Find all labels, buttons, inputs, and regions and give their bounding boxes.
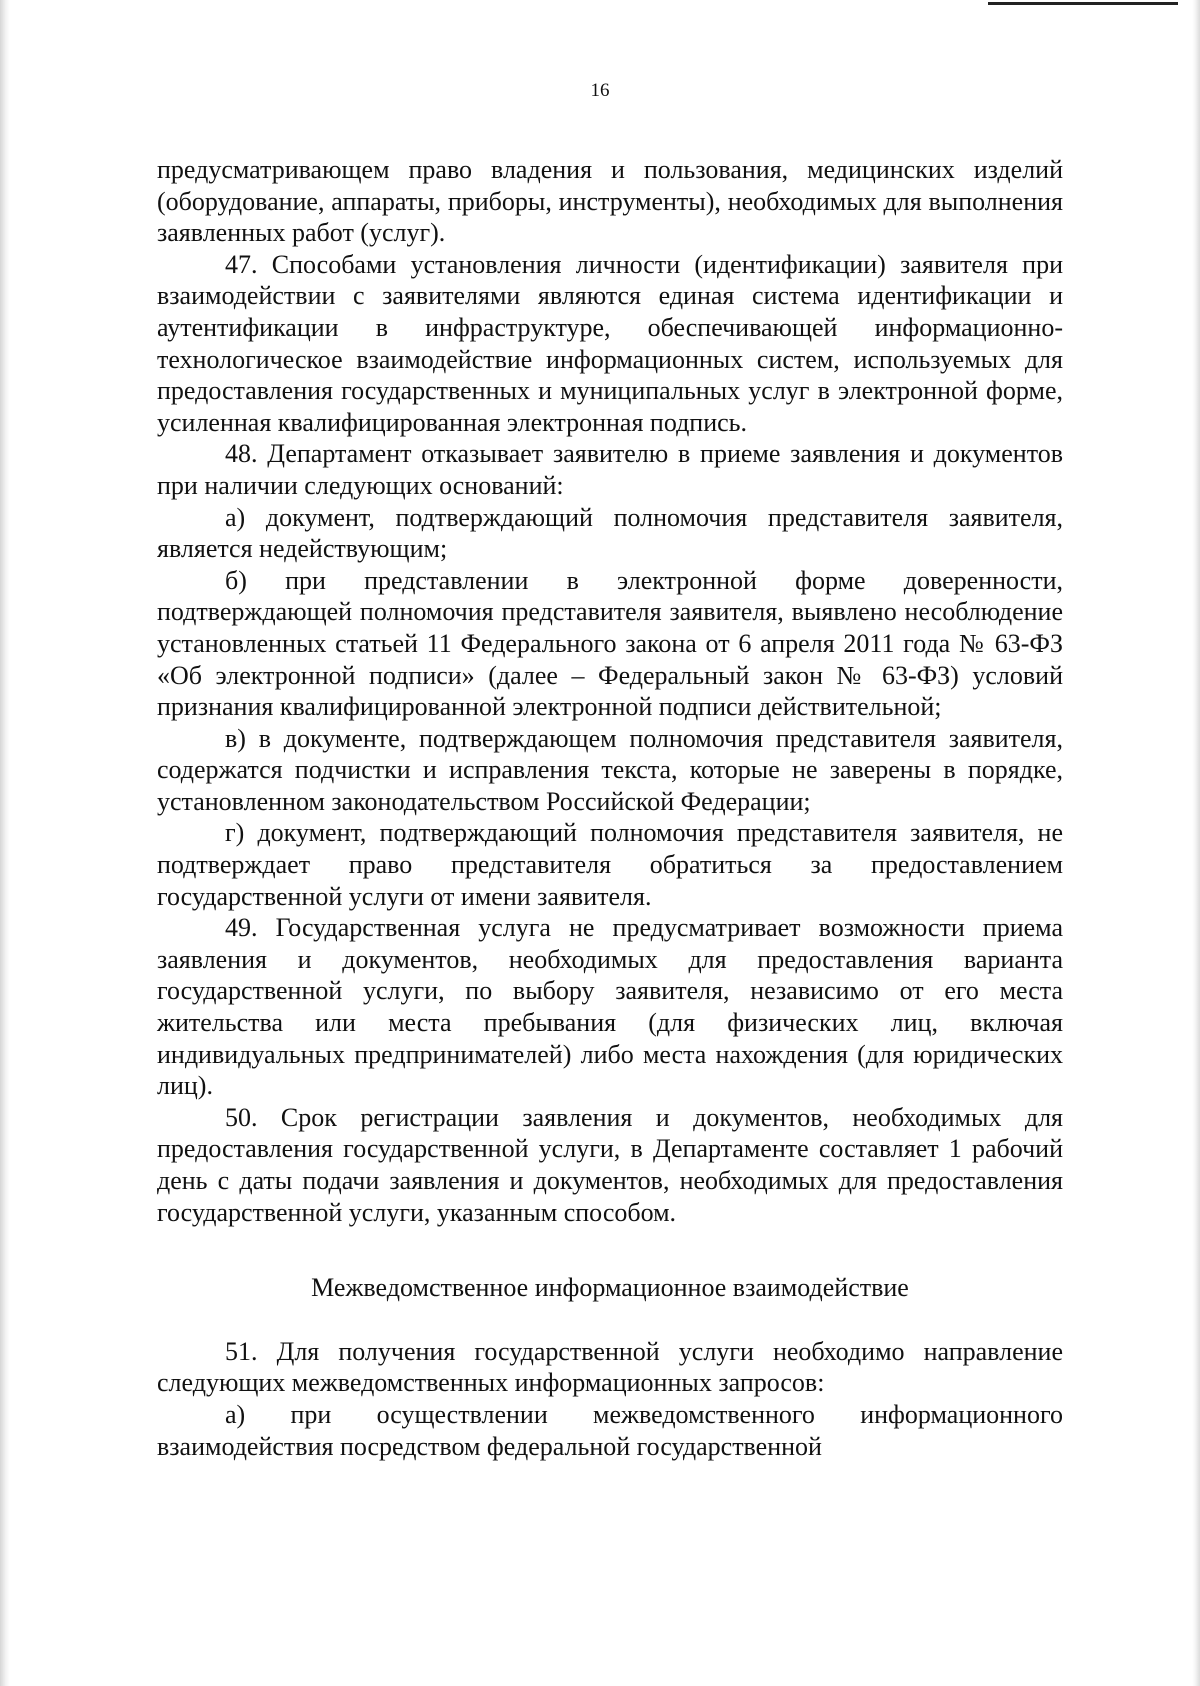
scan-edge-left	[0, 0, 10, 1686]
page-number: 16	[590, 80, 610, 101]
scan-edge-right	[1192, 0, 1200, 1686]
paragraph-48-g: г) документ, подтверждающий полномочия представителя заявителя, не подтверждает право представителя обратиться за предоставлением государственной услуги от имени заявителя.	[157, 818, 1063, 911]
paragraph-51: 51. Для получения государственной услуги необходимо направление следующих межведомственных информационных запросов:	[157, 1336, 1063, 1398]
paragraph-51-a: а) при осуществлении межведомственного информационного взаимодействия посредством федеральной государственной	[157, 1399, 1063, 1461]
paragraph-48-v: в) в документе, подтверждающем полномочия представителя заявителя, содержатся подчистки и исправления текста, которые не заверены в порядке, установленном законодательством Российской Федерации;	[157, 723, 1063, 816]
paragraph-50: 50. Срок регистрации заявления и документов, необходимых для предоставления государственной услуги, в Департаменте составляет 1 рабочий день с даты подачи заявления и документов, необходимых для предоставления государственной услуги, указанным способом.	[157, 1102, 1063, 1227]
top-rule	[988, 2, 1178, 5]
paragraph-continuation: предусматривающем право владения и пользования, медицинских изделий (оборудование, аппараты, приборы, инструменты), необходимых для выполнения заявленных работ (услуг).	[157, 155, 1063, 248]
paragraph-48-a: а) документ, подтверждающий полномочия представителя заявителя, является недействующим;	[157, 502, 1063, 564]
section-heading: Межведомственное информационное взаимодействие	[311, 1273, 909, 1303]
paragraph-48-b: б) при представлении в электронной форме доверенности, подтверждающей полномочия представителя заявителя, выявлено несоблюдение установленных статьей 11 Федерального закона от 6 апреля 2011 года № 63-ФЗ «Об электронной подписи» (далее – Федеральный закон № 63-ФЗ) условий признания квалифицированной электронной подписи действительной;	[157, 565, 1063, 722]
paragraph-47: 47. Способами установления личности (идентификации) заявителя при взаимодействии с заявителями являются единая система идентификации и аутентификации в инфраструктуре, обеспечивающей информационно-технологическое взаимодействие информационных систем, используемых для предоставления государственных и муниципальных услуг в электронной форме, усиленная квалифицированная электронная подпись.	[157, 249, 1063, 437]
paragraph-48: 48. Департамент отказывает заявителю в приеме заявления и документов при наличии следующих оснований:	[157, 439, 1063, 500]
document-body	[157, 154, 1063, 1462]
paragraph-49: 49. Государственная услуга не предусматривает возможности приема заявления и документов, необходимых для предоставления варианта государственной услуги, по выбору заявителя, независимо от его места жительства или места пребывания (для физических лиц, включая индивидуальных предпринимателей) либо места нахождения (для юридических лиц).	[157, 913, 1063, 1101]
